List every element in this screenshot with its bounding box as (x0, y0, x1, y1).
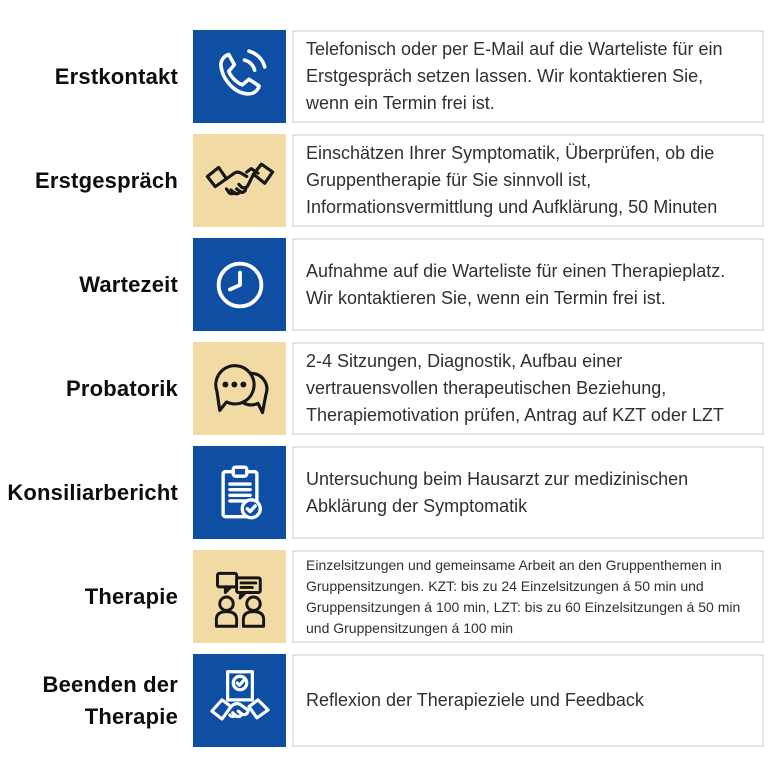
process-step-row (0, 238, 768, 331)
step-icon-box (193, 30, 286, 123)
step-icon-box (193, 134, 286, 227)
step-label: Wartezeit (79, 271, 178, 297)
process-step-row (0, 654, 768, 747)
step-icon-box (193, 550, 286, 643)
step-description: Aufnahme auf die Warteliste für einen Therapieplatz. Wir kontaktieren Sie, wenn ein Termin frei ist. (292, 238, 764, 331)
step-icon-box (193, 654, 286, 747)
clock-icon (204, 249, 276, 321)
process-step-row (0, 446, 768, 539)
handshake-icon (204, 145, 276, 217)
process-step-row (0, 30, 768, 123)
process-step-row (0, 342, 768, 435)
step-description: Einschätzen Ihrer Symptomatik, Überprüfen, ob die Gruppentherapie für Sie sinnvoll ist, Informationsvermittlung und Aufklärung, 50 Minuten (292, 134, 764, 227)
step-description: Telefonisch oder per E-Mail auf die Warteliste für ein Erstgespräch setzen lassen. Wir kontaktieren Sie, wenn ein Termin frei ist. (292, 30, 764, 123)
step-icon-box (193, 342, 286, 435)
step-label: Konsiliarbericht (7, 479, 178, 505)
phone-icon (204, 41, 276, 113)
process-step-row (0, 134, 768, 227)
step-description: Untersuchung beim Hausarzt zur medizinischen Abklärung der Symptomatik (292, 446, 764, 539)
agreement-check-icon (204, 665, 276, 737)
step-label: Beenden der Therapie (42, 671, 178, 729)
chat-bubbles-icon (204, 353, 276, 425)
people-conversation-icon (204, 561, 276, 633)
step-icon-box (193, 238, 286, 331)
step-icon-box (193, 446, 286, 539)
step-label: Erstgespräch (34, 167, 178, 193)
step-label: Erstkontakt (54, 63, 178, 89)
step-description: Reflexion der Therapieziele und Feedback (292, 654, 764, 747)
clipboard-check-icon (204, 457, 276, 529)
step-label: Probatorik (65, 375, 178, 401)
step-description: Einzelsitzungen und gemeinsame Arbeit an den Gruppenthemen in Gruppensitzungen. KZT: bis zu 24 Einzelsitzungen á 50 min und Gruppensitzungen á 100 min, LZT: bis zu 60 Einzelsitzungen á 50 min und Gruppensitzungen á 100 min (292, 550, 764, 643)
step-description: 2-4 Sitzungen, Diagnostik, Aufbau einer vertrauensvollen therapeutischen Beziehung, Therapiemotivation prüfen, Antrag auf KZT oder LZT (292, 342, 764, 435)
step-label: Therapie (84, 583, 178, 609)
process-step-row (0, 550, 768, 643)
